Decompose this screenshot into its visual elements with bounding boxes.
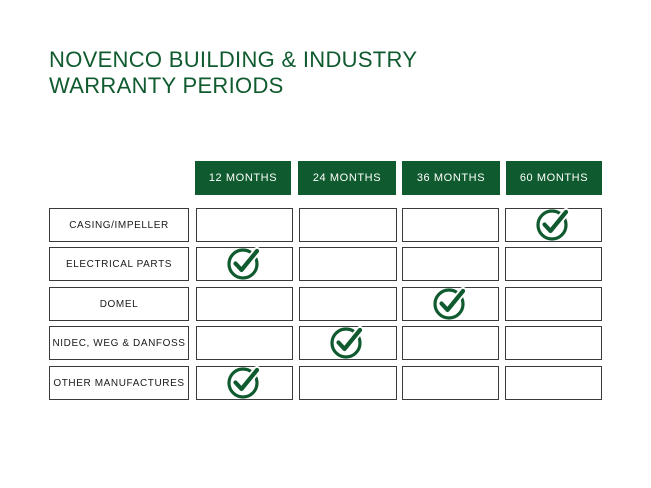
- page-title-line-1: NOVENCO BUILDING & INDUSTRY: [49, 47, 418, 72]
- grid-cell: [505, 287, 602, 321]
- grid-cell: [402, 366, 499, 400]
- grid-cell: [299, 247, 397, 281]
- grid-cell: [505, 326, 602, 360]
- grid-cell: [299, 366, 397, 400]
- row-label-domel: DOMEL: [49, 287, 189, 321]
- check-circle-icon: [330, 324, 366, 360]
- row-label-electrical-parts: ELECTRICAL PARTS: [49, 247, 189, 281]
- grid-cell: [402, 208, 499, 242]
- column-header-12-months: 12 MONTHS: [195, 161, 291, 195]
- column-header-36-months: 36 MONTHS: [402, 161, 500, 195]
- grid-cell: [402, 326, 499, 360]
- grid-cell: [299, 326, 397, 360]
- grid-cell: [505, 247, 602, 281]
- grid-cell: [196, 287, 293, 321]
- grid-cell: [196, 208, 293, 242]
- row-label-casing-impeller: CASING/IMPELLER: [49, 208, 189, 242]
- row-label-other-manufactures: OTHER MANUFACTURES: [49, 366, 189, 400]
- column-header-24-months: 24 MONTHS: [298, 161, 396, 195]
- check-circle-icon: [227, 364, 263, 400]
- check-circle-icon: [433, 285, 469, 321]
- check-circle-icon: [536, 206, 572, 242]
- grid-cell: [196, 326, 293, 360]
- grid-cell: [299, 287, 397, 321]
- grid-cell: [299, 208, 397, 242]
- grid-cell: [505, 366, 602, 400]
- column-header-60-months: 60 MONTHS: [506, 161, 602, 195]
- grid-cell: [402, 287, 499, 321]
- page-title: [49, 47, 417, 99]
- row-label-nidec-weg-danfoss: NIDEC, WEG & DANFOSS: [49, 326, 189, 360]
- check-circle-icon: [227, 245, 263, 281]
- grid-cell: [505, 208, 602, 242]
- grid-cell: [196, 247, 293, 281]
- grid-cell: [196, 366, 293, 400]
- grid-cell: [402, 247, 499, 281]
- page-title-line-2: WARRANTY PERIODS: [49, 73, 284, 98]
